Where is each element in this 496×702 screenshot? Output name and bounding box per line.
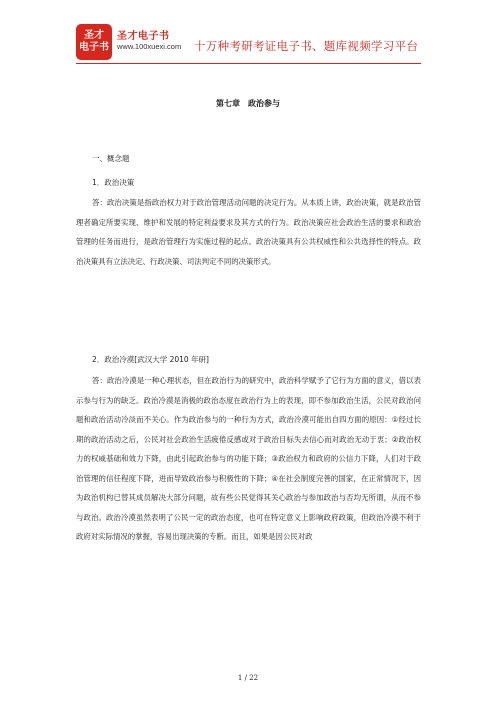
term-heading: 1．政治决策 bbox=[92, 178, 135, 187]
page-header bbox=[0, 0, 496, 72]
page-number: 1 / 22 bbox=[237, 674, 259, 682]
section-heading: 一、概念题 bbox=[92, 154, 130, 163]
chapter-title: 第七章 政治参与 bbox=[216, 99, 280, 108]
logo-line-1: 圣才 bbox=[84, 30, 104, 41]
brand-url[interactable]: www.100xuexi.com bbox=[117, 42, 182, 51]
term-definition: 答：政治冷漠是一种心理状态，但在政治行为的研究中，政治科学赋予了它行为方面的意义，借以表示参与行为的缺乏。政治冷漠是消极的政治态度在政治行为上的表现，即不参加政治生活，公民对政治问题和政治活动冷淡而不关心。作为政治参与的一种行为方式，政治冷漠可能出自四方面的原因：①经过长期的政治活动之后，公民对社会政治生活疲倦反感或对于政治目标失去信心而对政治无动于衷；②政治权力的权威基础和效力下降，由此引起政治参与的功能下降；③政治权力和政府的公信力下降，人们对于政治管理的信任程度下降，进而导致政治参与积极性的下降；④在社会制度完善的国家，在正常情况下，因为政治机构已替其成员解决大部分问题，故有些公民觉得其关心政治与参加政治与否均无所谓，从而不参与政治。政治冷漠虽然表明了公民一定的政治态度，也可在特定意义上影响政府政策，但政治冷漠不利于政府对实际情况的掌握，容易出现决策的专断。而且，如果是因公民对政 bbox=[76, 376, 421, 541]
header-slogan: 十万种考研考证电子书、题库视频学习平台 bbox=[194, 39, 419, 53]
header-divider bbox=[76, 63, 421, 64]
brand-logo bbox=[76, 24, 112, 60]
brand-name: 圣才电子书 bbox=[117, 31, 170, 42]
logo-line-2: 电子书 bbox=[79, 42, 109, 53]
term-heading: 2．政治冷漠[武汉大学 2010 年研] bbox=[92, 355, 209, 364]
term-definition: 答：政治决策是指政治权力对于政治管理活动问题的决定行为。从本质上讲，政治决策，就是政治管理者确定所要实现、维护和发展的特定利益要求及其方式的行为。政治决策应社会政治生活的要求和政治管理的任务而进行，是政治管理行为实施过程的起点。政治决策具有公共权威性和公共选择性的特点。政治决策具有立法决定、行政决策、司法判定不同的决策形式。 bbox=[76, 198, 421, 266]
